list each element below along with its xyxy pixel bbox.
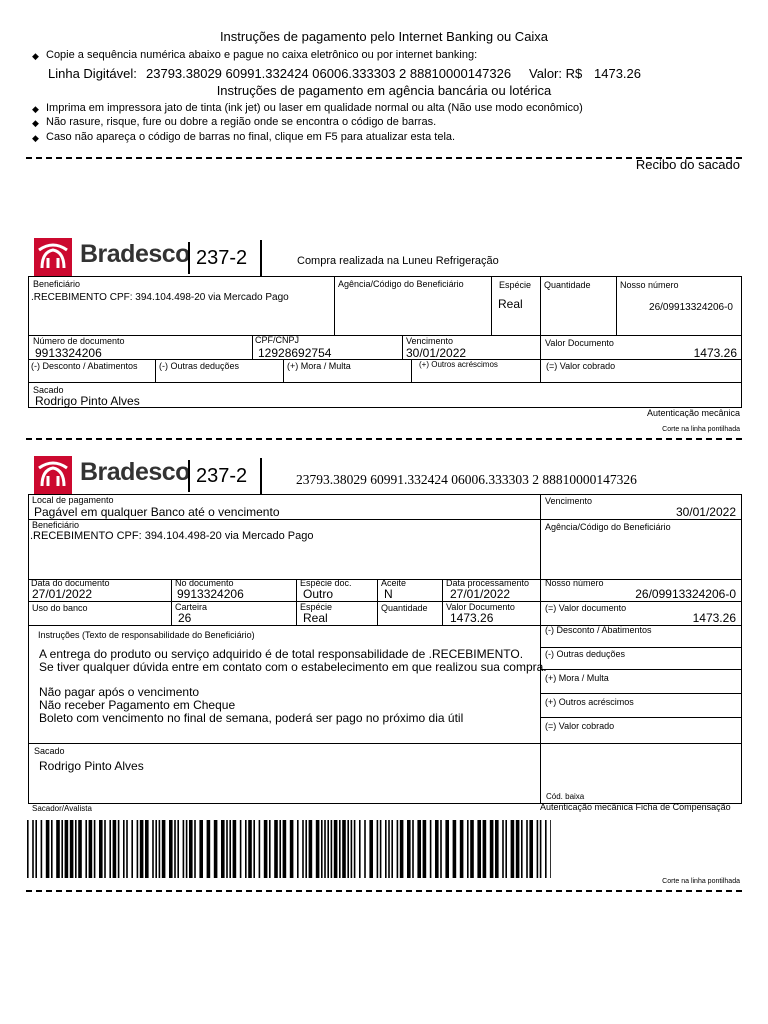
ficha-corte: Corte na linha pontilhada bbox=[662, 878, 740, 885]
data-processamento-value: 27/01/2022 bbox=[450, 587, 511, 601]
data-documento-label: Data do documento bbox=[31, 578, 110, 588]
logo-divider bbox=[260, 458, 262, 494]
sacado-label: Sacado bbox=[34, 746, 65, 756]
cpf-cnpj-label: CPF/CNPJ bbox=[255, 335, 300, 345]
sacado-value: Rodrigo Pinto Alves bbox=[39, 759, 144, 773]
instrucoes-line: Se tiver qualquer dúvida entre em contato com o estabelecimento em que realizou sua compra. bbox=[39, 660, 547, 674]
ficha-autenticacao: Autenticação mecânica Ficha de Compensação bbox=[540, 802, 731, 812]
instruction-copy: ◆ Copie a sequência numérica abaixo e pague no caixa eletrônico ou por internet banking: bbox=[46, 49, 477, 61]
especie-label: Espécie bbox=[300, 602, 333, 612]
bank-name: Bradesco bbox=[80, 240, 190, 268]
mora-label: (+) Mora / Multa bbox=[545, 673, 609, 683]
recibo-table bbox=[28, 276, 742, 408]
bradesco-logo bbox=[34, 456, 294, 494]
valor-documento-label: Valor Documento bbox=[545, 338, 614, 348]
numero-documento-label: Número de documento bbox=[33, 336, 125, 346]
instruction-bullet: ◆ Não rasure, risque, fure ou dobre a região onde se encontra o código de barras. bbox=[46, 116, 436, 128]
agencia-label: Agência/Código do Beneficiário bbox=[338, 279, 464, 289]
cut-line bbox=[26, 438, 742, 440]
instrucoes-line: A entrega do produto ou serviço adquirido é de total responsabilidade de .RECEBIMENTO. bbox=[39, 647, 524, 661]
vencimento-value: 30/01/2022 bbox=[675, 505, 736, 519]
cut-line bbox=[26, 157, 742, 159]
valor-value: 1473.26 bbox=[594, 66, 641, 81]
bank-code: 237-2 bbox=[196, 465, 248, 487]
no-documento-label: No documento bbox=[175, 578, 234, 588]
desconto-label: (-) Desconto / Abatimentos bbox=[31, 361, 138, 371]
valor-documento-eq-label: (=) Valor documento bbox=[545, 603, 627, 613]
instrucoes-line: Boleto com vencimento no final de semana, poderá ser pago no próximo dia útil bbox=[39, 711, 464, 725]
valor-cobrado-label: (=) Valor cobrado bbox=[545, 721, 615, 731]
mora-label: (+) Mora / Multa bbox=[287, 361, 351, 371]
valor-documento-value: 1473.26 bbox=[450, 611, 494, 625]
recibo-autenticacao: Autenticação mecânica bbox=[646, 408, 740, 418]
beneficiario-value: .RECEBIMENTO CPF: 394.104.498-20 via Mercado Pago bbox=[30, 530, 314, 542]
especie-label: Espécie bbox=[499, 280, 532, 290]
ficha-table bbox=[28, 494, 742, 804]
bank-code: 237-2 bbox=[196, 247, 248, 269]
valor-documento-value: 1473.26 bbox=[693, 346, 737, 360]
sacador-label: Sacador/Avalista bbox=[32, 804, 92, 813]
nosso-numero-value: 26/09913324206-0 bbox=[635, 587, 736, 601]
outras-deducoes-label: (-) Outras deduções bbox=[545, 649, 626, 659]
cut-line bbox=[26, 890, 742, 892]
linha-digitavel-value: 23793.38029 60991.332424 06006.333303 2 88810000147326 bbox=[146, 66, 512, 81]
valor-documento-label: Valor Documento bbox=[446, 602, 515, 612]
barcode bbox=[27, 820, 551, 878]
local-pagamento-value: Pagável em qualquer Banco até o vencimento bbox=[34, 505, 280, 519]
especie-doc-value: Outro bbox=[303, 587, 334, 601]
valor-documento-eq-value: 1473.26 bbox=[692, 611, 736, 625]
valor-label: Valor: R$ bbox=[529, 66, 583, 81]
especie-value: Real bbox=[303, 611, 328, 625]
beneficiario-label: Beneficiário bbox=[32, 520, 80, 530]
numero-documento-value: 9913324206 bbox=[35, 346, 102, 360]
compra-text: Compra realizada na Luneu Refrigeração bbox=[297, 255, 499, 267]
nosso-numero-label: Nosso número bbox=[620, 280, 679, 290]
instructions-title-internet: Instruções de pagamento pelo Internet Banking ou Caixa bbox=[219, 29, 549, 44]
logo-divider bbox=[188, 242, 190, 274]
carteira-label: Carteira bbox=[175, 602, 208, 612]
instrucoes-label: Instruções (Texto de responsabilidade do Beneficiário) bbox=[38, 630, 255, 640]
outros-acrescimos-label: (+) Outros acréscimos bbox=[419, 360, 498, 369]
instruction-bullet: ◆ Caso não apareça o código de barras no final, clique em F5 para atualizar esta tela. bbox=[46, 131, 455, 143]
sacado-label: Sacado bbox=[33, 385, 64, 395]
outros-acrescimos-label: (+) Outros acréscimos bbox=[545, 697, 634, 707]
instructions-title-agencia: Instruções de pagamento em agência bancária ou lotérica bbox=[216, 83, 552, 98]
logo-divider bbox=[260, 240, 262, 276]
bradesco-logo bbox=[34, 238, 294, 276]
desconto-label: (-) Desconto / Abatimentos bbox=[545, 625, 652, 635]
outras-deducoes-label: (-) Outras deduções bbox=[159, 361, 240, 371]
bradesco-tree-icon bbox=[34, 238, 72, 276]
vencimento-label: Vencimento bbox=[545, 496, 593, 506]
aceite-label: Aceite bbox=[381, 578, 407, 588]
local-pagamento-label: Local de pagamento bbox=[32, 495, 114, 505]
recibo-title: Recibo do sacado bbox=[635, 157, 740, 172]
data-documento-value: 27/01/2022 bbox=[32, 587, 93, 601]
carteira-value: 26 bbox=[178, 611, 192, 625]
beneficiario-label: Beneficiário bbox=[33, 279, 81, 289]
agencia-label: Agência/Código do Beneficiário bbox=[545, 522, 671, 532]
especie-value: Real bbox=[498, 297, 523, 311]
cod-baixa-label: Cód. baixa bbox=[546, 792, 585, 801]
valor-cobrado-label: (=) Valor cobrado bbox=[546, 361, 616, 371]
vencimento-value: 30/01/2022 bbox=[406, 346, 467, 360]
aceite-value: N bbox=[384, 587, 393, 601]
quantidade-label: Quantidade bbox=[381, 603, 428, 613]
sacado-value: Rodrigo Pinto Alves bbox=[35, 394, 140, 408]
beneficiario-value: .RECEBIMENTO CPF: 394.104.498-20 via Mercado Pago bbox=[31, 292, 289, 303]
quantidade-label: Quantidade bbox=[544, 280, 591, 290]
ficha-linha-digitavel: 23793.38029 60991.332424 06006.333303 2 88810000147326 bbox=[296, 472, 637, 487]
cpf-cnpj-value: 12928692754 bbox=[258, 346, 332, 360]
nosso-numero-label: Nosso número bbox=[545, 578, 604, 588]
logo-divider bbox=[188, 460, 190, 492]
uso-banco-label: Uso do banco bbox=[32, 603, 88, 613]
bradesco-tree-icon bbox=[34, 456, 72, 494]
recibo-corte: Corte na linha pontilhada bbox=[662, 426, 740, 433]
bank-name: Bradesco bbox=[80, 458, 190, 486]
vencimento-label: Vencimento bbox=[406, 336, 454, 346]
data-processamento-label: Data processamento bbox=[446, 578, 530, 588]
instruction-bullet: ◆ Imprima em impressora jato de tinta (ink jet) ou laser em qualidade normal ou alta (Não use modo econômico) bbox=[46, 102, 583, 114]
linha-digitavel-label: Linha Digitável: bbox=[48, 66, 137, 81]
no-documento-value: 9913324206 bbox=[177, 587, 244, 601]
instrucoes-line: Não receber Pagamento em Cheque bbox=[39, 698, 236, 712]
nosso-numero-value: 26/09913324206-0 bbox=[649, 302, 733, 313]
instrucoes-line: Não pagar após o vencimento bbox=[39, 685, 200, 699]
especie-doc-label: Espécie doc. bbox=[300, 578, 352, 588]
